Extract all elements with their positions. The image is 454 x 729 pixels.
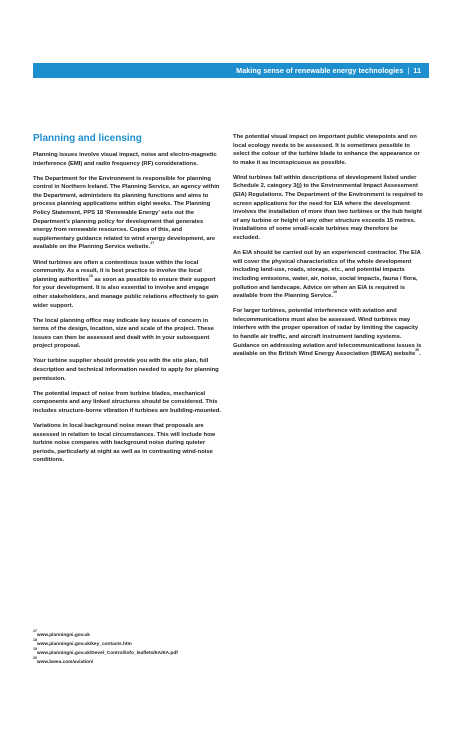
left-column (33, 133, 223, 472)
footnote-link[interactable]: www.bwea.com/aviation/ (36, 660, 94, 665)
footnotes (33, 631, 233, 667)
section-title: Planning and licensing (33, 133, 142, 144)
footnote-number: 19 (33, 647, 37, 651)
paragraph: Your turbine supplier should provide you with the site plan, full description and technical information needed to apply for planning permission. (33, 358, 219, 382)
paragraph: The potential impact of noise from turbine blades, mechanical components and any linked structures should be considered. This includes structure-borne vibration if turbines are building-mounted. (33, 390, 221, 414)
paragraph: The local planning office may indicate key issues of concern in terms of the design, location, size and scale of the project. These issues can then be assessed and dealt with in your subsequent project proposal. (33, 317, 214, 350)
footnote-number: 20 (33, 656, 37, 660)
footnote-link[interactable]: www.planningni.gov.uk/key_contacts.htm (36, 642, 132, 647)
footnote-ref: 20 (415, 348, 420, 353)
footnote (33, 640, 233, 649)
page-number: 11 (413, 66, 421, 75)
header-title: Making sense of renewable energy technologies (236, 66, 404, 75)
footnote (33, 658, 233, 667)
paragraph-text: For larger turbines, potential interference with aviation and telecommunications must also be assessed. Wind turbines may interfere with the proper operation of radar by limiting the capacity to handle air traffic, and aircraft instrument landing systems. Guidance on addressing aviation and telecommunications issues is available on the British Wind Energy Association (BWEA) website (233, 308, 422, 358)
footnote-number: 17 (33, 629, 37, 633)
paragraph: The potential visual impact on important public viewpoints and on local ecology needs to be assessed. It is sometimes possible to select the colour of the turbine blade to enhance the appearance or to make it as inconspicuous as possible. (233, 134, 420, 166)
footnote-link[interactable]: www.planningni.gov.uk/Devel_Control/info_leaflets/EA/EA.pdf (36, 651, 178, 656)
footnote-link[interactable]: www.planningni.gov.uk (36, 633, 90, 638)
paragraph-text: as soon as possible to ensure their support for your development. It is also essential to involve and engage other stakeholders, and manage public relations effectively to gain wider support. (33, 276, 219, 309)
paragraph-text: An EIA should be carried out by an experienced contractor. The EIA will cover the physical characteristics of the whole development including land-use, roads, storage, etc., and potential impacts including emissions, water, air, noise, social impacts, fauna / flora, pollution and landscape. Advice on when an EIA is required is available from the Planning Service. (233, 250, 421, 300)
paragraph: Variations in local background noise mean that proposals are assessed in relation to local circumstances. This will include how turbine noise compares with background noise during quieter periods, particularly at night as well as in contrasting wind-noise conditions. (33, 423, 216, 464)
footnote-ref: 17 (150, 241, 155, 246)
paragraph: Planning issues involve visual impact, noise and electro-magnetic interference (EMI) and radio frequency (RF) considerations. (33, 152, 217, 167)
paragraph-text: Wind turbines are often a contentious issue within the local community. As a result, it is best practice to involve the local planning authorities (33, 259, 202, 283)
paragraph (233, 307, 423, 359)
footnote (33, 649, 233, 658)
paragraph-text: The Department for the Environment is responsible for planning control in Northern Ireland. The Planning Service, an agency within the Department, administers its planning functions and aims to process planning applications within eight weeks. The Planning Policy Statement, PPS 18 ‘Renewable Energy’ sets out the Department’s planning policy for development that generates energy from renewable resources. Copies of this, and supplementary guidance related to wind energy development, are available on the Planning Service website. (33, 175, 220, 251)
paragraph (33, 175, 223, 252)
footnote-ref: 19 (333, 290, 337, 295)
paragraph-text: . (419, 351, 421, 358)
running-header (236, 64, 421, 77)
right-column (233, 133, 423, 365)
paragraph: Wind turbines fall within descriptions of development listed under Schedule 2, category 3(j) to the Environmental Impact Assessment (EIA) Regulations. The Department of the Environment is required to screen applications for the need for EIA where the development involves the installation of more than two turbines or the hub height of any turbine or height of any other structure exceeds 15 metres. Installations of some small-scale turbines may therefore be excluded. (233, 174, 423, 242)
footnote (33, 631, 233, 640)
paragraph (33, 259, 223, 311)
header-separator: | (407, 66, 410, 75)
footnote-ref: 18 (88, 273, 93, 278)
paragraph (233, 249, 423, 301)
footnote-number: 18 (33, 638, 37, 642)
